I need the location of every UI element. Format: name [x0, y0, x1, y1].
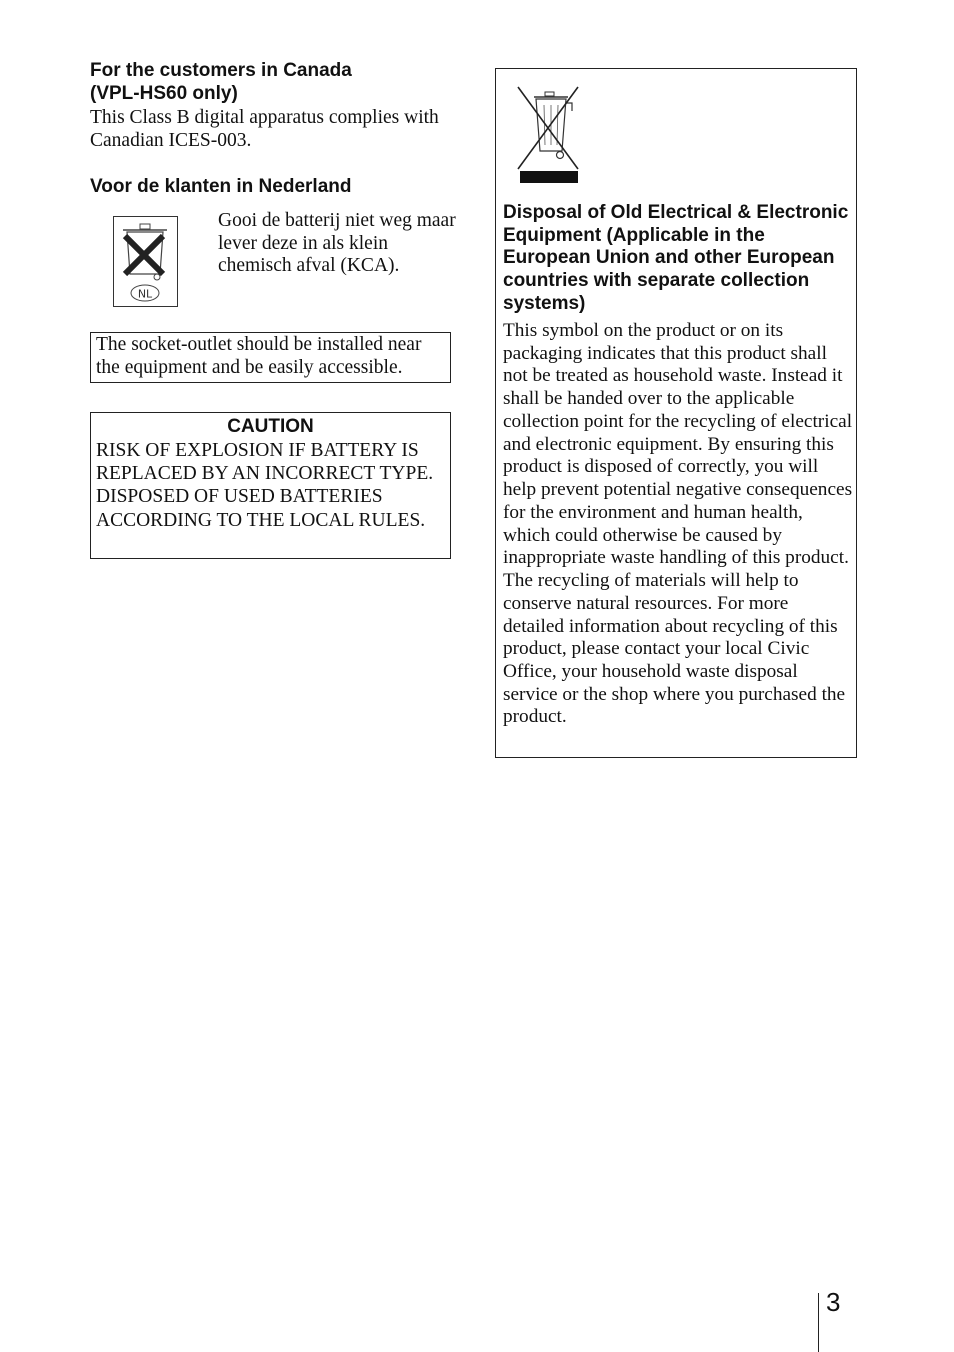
- weee-disposal-box: [495, 68, 857, 758]
- canada-heading: [90, 59, 470, 105]
- socket-outlet-notice-text: The socket-outlet should be installed near the equipment and be easily accessible.: [96, 334, 422, 378]
- weee-heading: Disposal of Old Electrical & Electronic Equipment (Applicable in the European Union and other European countries with separate collection systems): [503, 202, 849, 314]
- page-number-rule: [818, 1293, 819, 1352]
- weee-body-text: This symbol on the product or on its packaging indicates that this product shall not be treated as household waste. Instead it shall be handed over to the applicable collection point for the recycling of electrical and electronic equipment. By ensuring this product is disposed of correctly, you will help prevent potential negative consequences for the environment and human health, which could otherwise be caused by inappropriate waste handling of this product. The recycling of materials will help to conserve natural resources. For more detailed information about recycling of this product, please contact your local Civic Office, your household waste disposal service or the shop where you purchased the product.: [503, 320, 853, 728]
- socket-outlet-notice-box: [90, 332, 451, 383]
- nl-icon-label: NL: [137, 287, 153, 301]
- netherlands-text: Gooi de batterij niet weg maar lever deze in als klein chemisch afval (KCA).: [218, 210, 456, 277]
- crossed-out-wheelie-bin-icon: [514, 85, 582, 183]
- netherlands-heading: Voor de klanten in Nederland: [90, 176, 352, 197]
- canada-heading-line1: For the customers in Canada: [90, 60, 352, 81]
- canada-compliance-text: This Class B digital apparatus complies with Canadian ICES-003.: [90, 107, 439, 151]
- caution-line-2: DISPOSED OF USED BATTERIES ACCORDING TO THE LOCAL RULES.: [96, 486, 426, 531]
- page-number: 3: [826, 1287, 841, 1317]
- caution-line-1: RISK OF EXPLOSION IF BATTERY IS REPLACED BY AN INCORRECT TYPE.: [96, 440, 434, 485]
- caution-title: CAUTION: [227, 416, 314, 437]
- canada-heading-line2: (VPL-HS60 only): [90, 83, 238, 104]
- battery-disposal-nl-icon: [113, 216, 178, 307]
- caution-box: [90, 412, 451, 559]
